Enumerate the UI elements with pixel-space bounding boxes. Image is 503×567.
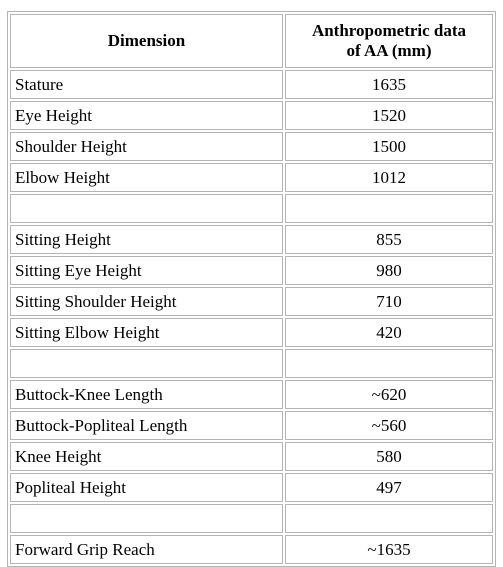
table-row — [10, 70, 493, 99]
spacer-cell — [10, 504, 283, 533]
value-cell: ~560 — [285, 411, 493, 440]
spacer-cell — [10, 194, 283, 223]
spacer-cell — [285, 504, 493, 533]
table-row — [10, 256, 493, 285]
table-row — [10, 442, 493, 471]
table-row — [10, 473, 493, 502]
value-cell: ~620 — [285, 380, 493, 409]
dimension-cell: Popliteal Height — [10, 473, 283, 502]
value-cell: 1635 — [285, 70, 493, 99]
dimension-cell: Forward Grip Reach — [10, 535, 283, 564]
header-row — [10, 14, 493, 68]
table-row — [10, 287, 493, 316]
table-row — [10, 318, 493, 347]
table-row — [10, 535, 493, 564]
dimension-cell: Buttock-Popliteal Length — [10, 411, 283, 440]
spacer-cell — [285, 194, 493, 223]
value-cell: 420 — [285, 318, 493, 347]
table-row — [10, 380, 493, 409]
spacer-row — [10, 504, 493, 533]
spacer-row — [10, 349, 493, 378]
anthropometric-table — [7, 11, 496, 567]
value-cell: 580 — [285, 442, 493, 471]
dimension-cell: Knee Height — [10, 442, 283, 471]
value-cell: 855 — [285, 225, 493, 254]
table-row — [10, 225, 493, 254]
table-row — [10, 411, 493, 440]
table-row — [10, 163, 493, 192]
header-dimension — [10, 14, 283, 68]
header-value-line2: of AA (mm) — [346, 41, 432, 60]
table-row — [10, 132, 493, 161]
dimension-cell: Elbow Height — [10, 163, 283, 192]
dimension-cell: Sitting Height — [10, 225, 283, 254]
header-dimension-label: Dimension — [107, 31, 186, 50]
value-cell: 1500 — [285, 132, 493, 161]
dimension-cell: Sitting Elbow Height — [10, 318, 283, 347]
dimension-cell: Buttock-Knee Length — [10, 380, 283, 409]
header-value — [285, 14, 493, 68]
dimension-cell: Sitting Shoulder Height — [10, 287, 283, 316]
value-cell: 980 — [285, 256, 493, 285]
spacer-cell — [285, 349, 493, 378]
value-cell: 497 — [285, 473, 493, 502]
header-value-line1: Anthropometric data — [311, 21, 467, 40]
value-cell: ~1635 — [285, 535, 493, 564]
value-cell: 1012 — [285, 163, 493, 192]
value-cell: 710 — [285, 287, 493, 316]
table-row — [10, 101, 493, 130]
dimension-cell: Stature — [10, 70, 283, 99]
dimension-cell: Shoulder Height — [10, 132, 283, 161]
spacer-row — [10, 194, 493, 223]
table-body — [10, 70, 493, 564]
dimension-cell: Sitting Eye Height — [10, 256, 283, 285]
value-cell: 1520 — [285, 101, 493, 130]
dimension-cell: Eye Height — [10, 101, 283, 130]
spacer-cell — [10, 349, 283, 378]
